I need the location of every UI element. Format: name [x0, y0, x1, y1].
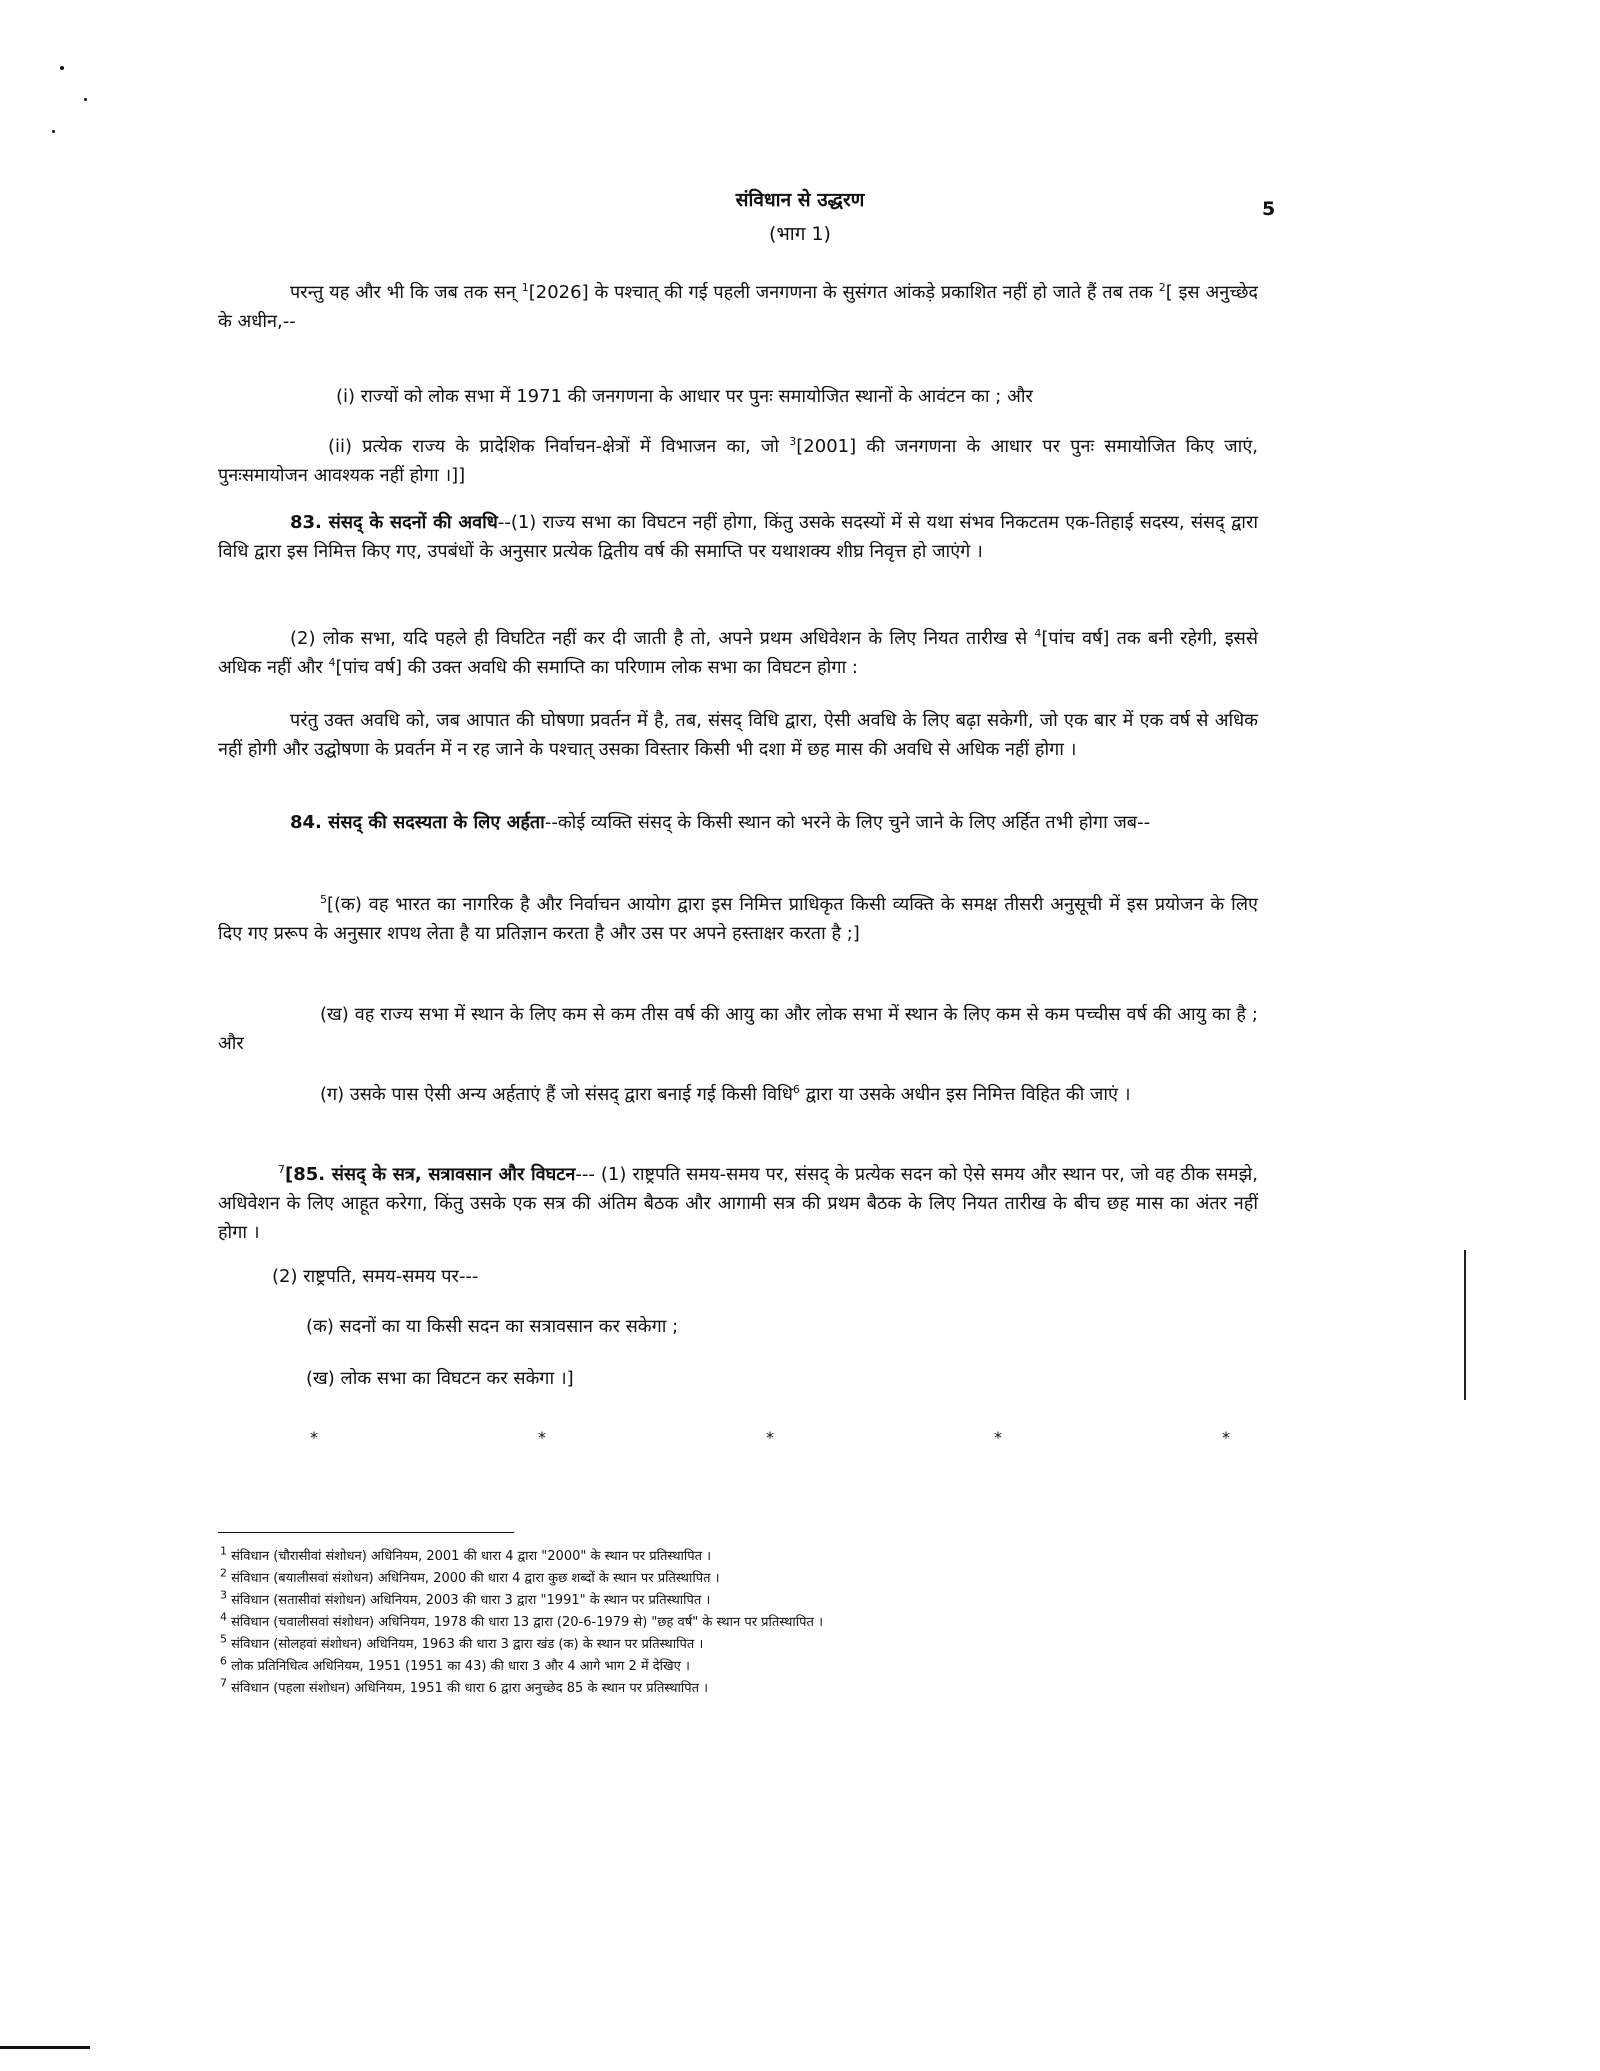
- footnote: [220, 1568, 1260, 1590]
- clause-ii: [218, 432, 1258, 490]
- page-number: 5: [1262, 198, 1276, 220]
- article-85: [218, 1160, 1258, 1247]
- footnote-text: संविधान (चौरासीवां संशोधन) अधिनियम, 2001 की धारा 4 द्वारा "2000" के स्थान पर प्रतिस्थापित ।: [231, 1549, 712, 1564]
- footnote: [220, 1612, 1260, 1634]
- footnote-number: 4: [220, 1610, 227, 1624]
- article-heading: 84. संसद् की सदस्यता के लिए अर्हता: [290, 812, 545, 833]
- footnote-ref: 2: [1158, 281, 1166, 294]
- article-heading: [85. संसद् के सत्र, सत्रावसान और विघटन: [285, 1164, 576, 1185]
- text-run: [ इस अनुच्छेद के अधीन,--: [218, 282, 1258, 332]
- footnote-ref: 4: [328, 656, 336, 669]
- scan-bottom-line: [0, 2046, 90, 2049]
- footnote-ref: 6: [792, 1083, 800, 1096]
- text-run: परन्तु यह और भी कि जब तक सन्: [290, 282, 522, 303]
- scan-speck: [60, 66, 64, 70]
- clause-i: (i) राज्यों को लोक सभा में 1971 की जनगणना के आधार पर पुनः समायोजित स्थानों के आवंटन का ; और: [336, 386, 1033, 407]
- footnote-text: संविधान (पहला संशोधन) अधिनियम, 1951 की धारा 6 द्वारा अनुच्छेद 85 के स्थान पर प्रतिस्थापित ।: [231, 1681, 709, 1696]
- text-run: द्वारा या उसके अधीन इस निमित्त विहित की जाएं ।: [799, 1084, 1131, 1105]
- footnote-text: संविधान (सतासीवां संशोधन) अधिनियम, 2003 की धारा 3 द्वारा "1991" के स्थान पर प्रतिस्थापित ।: [231, 1593, 711, 1608]
- footnote-text: संविधान (बयालीसवां संशोधन) अधिनियम, 2000 की धारा 4 द्वारा कुछ शब्दों के स्थान पर प्रतिस्थापित ।: [231, 1571, 720, 1586]
- article-83: [218, 508, 1258, 566]
- separator-mark: *: [538, 1428, 546, 1447]
- footnote-text: लोक प्रतिनिधित्व अधिनियम, 1951 (1951 का 43) की धारा 3 और 4 आगे भाग 2 में देखिए ।: [231, 1659, 690, 1674]
- article-84-clause-a: [218, 890, 1258, 948]
- article-85-clause-2a: (क) सदनों का या किसी सदन का सत्रावसान कर सकेगा ;: [306, 1316, 679, 1337]
- footnotes: [220, 1546, 1260, 1700]
- footnote: [220, 1546, 1260, 1568]
- separator-mark: *: [766, 1428, 774, 1447]
- text-run: (ग) उसके पास ऐसी अन्य अर्हताएं हैं जो संसद् द्वारा बनाई गई किसी विधि: [320, 1084, 793, 1105]
- article-85-clause-2b: (ख) लोक सभा का विघटन कर सकेगा ।]: [306, 1368, 574, 1389]
- text-run: [पांच वर्ष] तक बनी रहेगी, इससे अधिक नहीं और: [218, 628, 1258, 678]
- article-heading: 83. संसद् के सदनों की अवधि: [290, 512, 498, 533]
- footnote: [220, 1678, 1260, 1700]
- footnote-ref: 4: [1034, 627, 1042, 640]
- text-run: --कोई व्यक्ति संसद् के किसी स्थान को भरने के लिए चुने जाने के लिए अर्हित तभी होगा जब--: [544, 812, 1151, 833]
- footnote-ref: 5: [320, 893, 327, 906]
- footnote-text: संविधान (चवालीसवां संशोधन) अधिनियम, 1978 की धारा 13 द्वारा (20-6-1979 से) "छह वर्ष" के स्थान पर प्रतिस्थापित ।: [231, 1615, 824, 1630]
- page-subtitle: (भाग 1): [769, 223, 831, 245]
- footnote-divider: [218, 1532, 514, 1533]
- section-separator: [310, 1428, 1230, 1447]
- footnote: [220, 1634, 1260, 1656]
- article-83-clause-2: [218, 624, 1258, 682]
- scan-speck: [52, 130, 55, 133]
- page-title: संविधान से उद्धरण: [735, 189, 865, 211]
- text-run: (ii) प्रत्येक राज्य के प्रादेशिक निर्वाचन-क्षेत्रों में विभाजन का, जो: [328, 436, 790, 457]
- footnote-ref: 7: [278, 1163, 285, 1176]
- footnote-number: 7: [220, 1676, 227, 1690]
- text-run: [पांच वर्ष] की उक्त अवधि की समाप्ति का परिणाम लोक सभा का विघटन होगा :: [335, 657, 858, 678]
- scan-speck: [84, 98, 87, 101]
- text-run: (2) लोक सभा, यदि पहले ही विघटित नहीं कर दी जाती है तो, अपने प्रथम अधिवेशन के लिए नियत तारीख से: [290, 628, 1035, 649]
- scan-edge-line: [1464, 1250, 1466, 1400]
- article-84: [218, 808, 1258, 837]
- footnote-number: 5: [220, 1632, 227, 1646]
- footnote: [220, 1590, 1260, 1612]
- article-83-proviso: परंतु उक्त अवधि को, जब आपात की घोषणा प्रवर्तन में है, तब, संसद् विधि द्वारा, ऐसी अवधि के लिए बढ़ा सकेगी, जो एक बार में एक वर्ष से अधिक नहीं होगी और उद्घोषणा के प्रवर्तन में न रह जाने के पश्चात् उसका विस्तार किसी भी दशा में छह मास की अवधि से अधिक नहीं होगा ।: [218, 710, 1258, 760]
- paragraph-proviso: [218, 278, 1258, 336]
- text-run: [2026] के पश्चात् की गई पहली जनगणना के सुसंगत आंकड़े प्रकाशित नहीं हो जाते हैं तब तक: [528, 282, 1159, 303]
- text-run: [2001] की जनगणना के आधार पर पुनः समायोजित किए जाएं, पुनःसमायोजन आवश्यक नहीं होगा ।]]: [218, 436, 1258, 486]
- footnote-number: 6: [220, 1654, 227, 1668]
- article-84-clause-c: [218, 1080, 1258, 1109]
- footnote-ref: 1: [521, 281, 529, 294]
- separator-mark: *: [994, 1428, 1002, 1447]
- footnote-number: 2: [220, 1566, 227, 1580]
- footnote: [220, 1656, 1260, 1678]
- text-run: --(1) राज्य सभा का विघटन नहीं होगा, किंतु उसके सदस्यों में से यथा संभव निकटतम एक-तिहाई सदस्य, संसद् द्वारा विधि द्वारा इस निमित्त किए गए, उपबंधों के अनुसार प्रत्येक द्वितीय वर्ष की समाप्ति पर यथाशक्य शीघ्र निवृत्त हो जाएंगे ।: [218, 512, 1258, 562]
- footnote-number: 1: [220, 1544, 227, 1558]
- article-84-clause-b: (ख) वह राज्य सभा में स्थान के लिए कम से कम तीस वर्ष की आयु का और लोक सभा में स्थान के लिए कम से कम पच्चीस वर्ष की आयु का है ; और: [218, 1004, 1258, 1054]
- footnote-number: 3: [220, 1588, 227, 1602]
- separator-mark: *: [1222, 1428, 1230, 1447]
- separator-mark: *: [310, 1428, 318, 1447]
- footnote-text: संविधान (सोलहवां संशोधन) अधिनियम, 1963 की धारा 3 द्वारा खंड (क) के स्थान पर प्रतिस्थापित ।: [231, 1637, 704, 1652]
- article-85-clause-2: (2) राष्ट्रपति, समय-समय पर---: [272, 1266, 479, 1287]
- text-run: --- (1) राष्ट्रपति समय-समय पर, संसद् के प्रत्येक सदन को ऐसे समय और स्थान पर, जो वह ठीक समझे, अधिवेशन के लिए आहूत करेगा, किंतु उसके एक सत्र की अंतिम बैठक और आगामी सत्र की प्रथम बैठक के लिए नियत तारीख के बीच छह मास का अंतर नहीं होगा ।: [218, 1164, 1258, 1243]
- footnote-ref: 3: [789, 435, 797, 448]
- text-run: [(क) वह भारत का नागरिक है और निर्वाचन आयोग द्वारा इस निमित्त प्राधिकृत किसी व्यक्ति के समक्ष तीसरी अनुसूची में इस प्रयोजन के लिए दिए गए प्ररूप के अनुसार शपथ लेता है या प्रतिज्ञान करता है और उस पर अपने हस्ताक्षर करता है ;]: [218, 894, 1258, 944]
